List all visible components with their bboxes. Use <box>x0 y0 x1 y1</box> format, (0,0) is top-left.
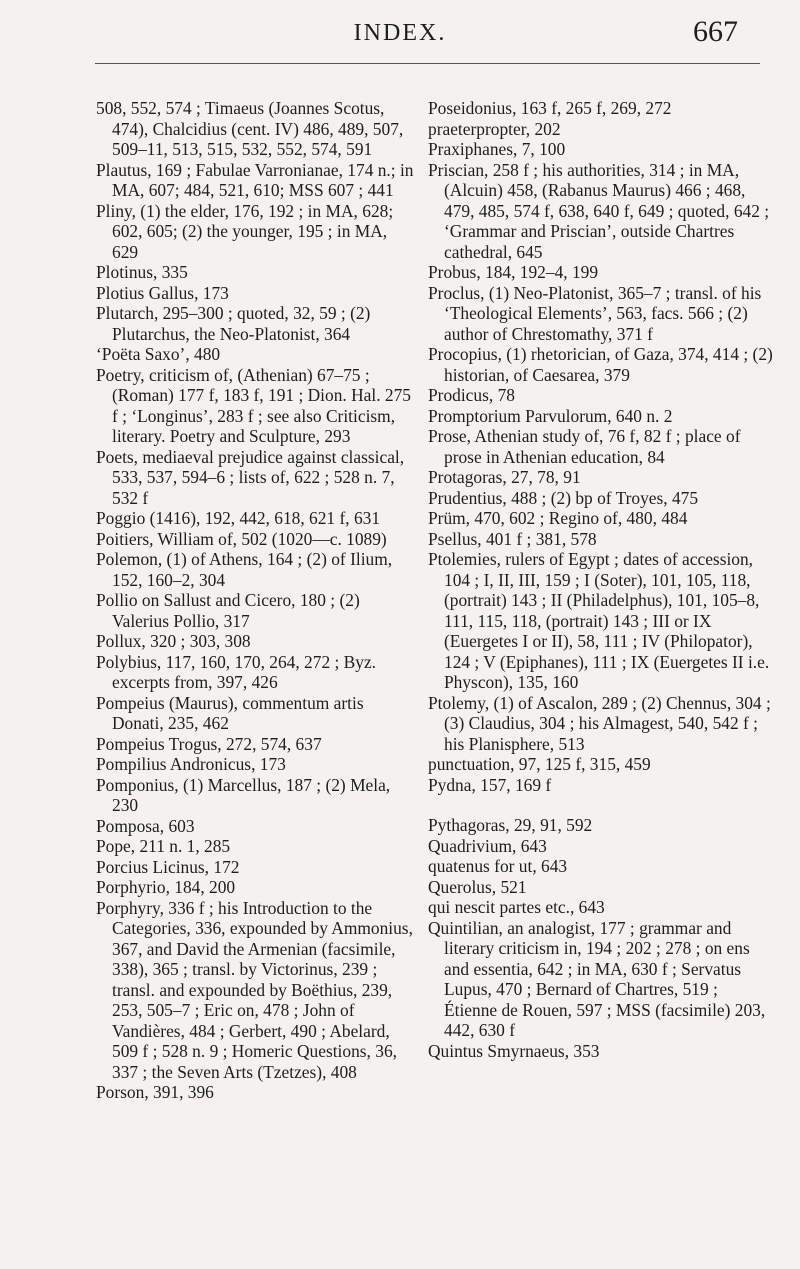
index-entry: Procopius, (1) rhetorician, of Gaza, 374, 414 ; (2) historian, of Caesarea, 379 <box>428 344 773 385</box>
page-number: 667 <box>693 15 738 48</box>
index-entry: Pompeius Trogus, 272, 574, 637 <box>96 733 322 754</box>
index-entry: praeterpropter, 202 <box>428 118 561 139</box>
index-entry: qui nescit partes etc., 643 <box>428 897 605 917</box>
index-entry: Ptolemy, (1) of Ascalon, 289 ; (2) Chennus, 304 ; (3) Claudius, 304 ; his Almagest, 540, 542 f ; his Planisphere, 513 <box>428 692 771 754</box>
index-entry: Poseidonius, 163 f, 265 f, 269, 272 <box>428 98 672 118</box>
index-entry: Quadrivium, 643 <box>428 835 547 856</box>
index-entry: Plotius Gallus, 173 <box>96 282 229 303</box>
index-entry: Psellus, 401 f ; 381, 578 <box>428 528 597 549</box>
index-entry: Prodicus, 78 <box>428 385 515 405</box>
index-entry: Querolus, 521 <box>428 876 527 897</box>
index-entry: Pliny, (1) the elder, 176, 192 ; in MA, 628; 602, 605; (2) the younger, 195 ; in MA, 629 <box>96 200 394 262</box>
index-entry: Porcius Licinus, 172 <box>96 856 240 877</box>
index-entry: Plotinus, 335 <box>96 262 188 282</box>
index-entry: Priscian, 258 f ; his authorities, 314 ; in MA, (Alcuin) 458, (Rabanus Maurus) 466 ; 468, 479, 485, 574 f, 638, 640 f, 649 ; quoted, 642 ; ‘Grammar and Priscian’, outside Chartres cathedral, 645 <box>428 159 770 262</box>
index-entry: Promptorium Parvulorum, 640 n. 2 <box>428 405 673 426</box>
running-title: INDEX. <box>353 20 447 46</box>
header-rule <box>95 63 760 64</box>
index-entry: Pope, 211 n. 1, 285 <box>96 836 231 856</box>
index-entry: Protagoras, 27, 78, 91 <box>428 467 581 487</box>
index-entry: Poggio (1416), 192, 442, 618, 621 f, 631 <box>96 508 381 528</box>
index-entry: Prose, Athenian study of, 76 f, 82 f ; place of prose in Athenian education, 84 <box>428 426 741 467</box>
index-entry: Pollio on Sallust and Cicero, 180 ; (2) Valerius Pollio, 317 <box>96 590 360 631</box>
index-entry: punctuation, 97, 125 f, 315, 459 <box>428 754 651 774</box>
index-entry: Porphyry, 336 f ; his Introduction to the Categories, 336, expounded by Ammonius, 367, and David the Armenian (facsimile, 338), 365 ; transl. by Victorinus, 239 ; transl. and expounded by Boëthius, 239, 253, 505–7 ; Eric on, 478 ; John of Vandières, 484 ; Gerbert, 490 ; Abelard, 509 f ; 528 n. 9 ; Homeric Questions, 36, 337 ; the Seven Arts (Tzetzes), 408 <box>96 897 413 1082</box>
index-entry: Plautus, 169 ; Fabulae Varronianae, 174 n.; in MA, 607; 484, 521, 610; MSS 607 ; 441 <box>96 159 414 200</box>
index-entry: Probus, 184, 192–4, 199 <box>428 262 599 282</box>
left-column <box>96 98 416 1103</box>
index-entry: Poetry, criticism of, (Athenian) 67–75 ; (Roman) 177 f, 183 f, 191 ; Dion. Hal. 275 f ; ‘Longinus’, 283 f ; see also Criticism, literary. Poetry and Sculpture, 293 <box>96 364 411 446</box>
index-entry: Pythagoras, 29, 91, 592 <box>428 815 593 835</box>
index-entry: Pollux, 320 ; 303, 308 <box>96 631 251 651</box>
index-entry: Pompilius Andronicus, 173 <box>96 754 286 774</box>
index-entry: Pomponius, (1) Marcellus, 187 ; (2) Mela, 230 <box>96 774 391 815</box>
index-entry: Polybius, 117, 160, 170, 264, 272 ; Byz. excerpts from, 397, 426 <box>96 651 377 692</box>
index-entry: Ptolemies, rulers of Egypt ; dates of accession, 104 ; I, II, III, 159 ; I (Soter), 101, 105, 118, (portrait) 143 ; II (Philadelphus), 101, 105–8, 111, 115, 118, (portrait) 143 ; III or IX (Euergetes I or II), 58, 111 ; IV (Philopator), 124 ; V (Epiphanes), 111 ; IX (Euergetes II i.e. Physcon), 135, 160 <box>428 549 770 692</box>
index-entry: 508, 552, 574 ; Timaeus (Joannes Scotus, 474), Chalcidius (cent. IV) 486, 489, 507, 509–11, 513, 515, 532, 552, 574, 591 <box>96 98 404 159</box>
index-entry: Praxiphanes, 7, 100 <box>428 139 566 159</box>
index-entry: Pydna, 157, 169 f <box>428 774 552 795</box>
index-entry: Pompeius (Maurus), commentum artis Donati, 235, 462 <box>96 692 364 733</box>
index-entry: Porson, 391, 396 <box>96 1082 214 1102</box>
index-entry: Poitiers, William of, 502 (1020—c. 1089) <box>96 528 387 549</box>
right-column <box>428 98 773 1061</box>
index-entry: ‘Poëta Saxo’, 480 <box>96 344 221 364</box>
index-entry: Prudentius, 488 ; (2) bp of Troyes, 475 <box>428 487 699 508</box>
index-entry: Proclus, (1) Neo-Platonist, 365–7 ; transl. of his ‘Theological Elements’, 563, facs. 566 ; (2) author of Chrestomathy, 371 f <box>428 282 762 344</box>
index-entry: Prüm, 470, 602 ; Regino of, 480, 484 <box>428 508 688 528</box>
index-entry: Plutarch, 295–300 ; quoted, 32, 59 ; (2) Plutarchus, the Neo-Platonist, 364 <box>96 303 371 344</box>
index-entry: Pomposa, 603 <box>96 815 195 836</box>
index-entry: quatenus for ut, 643 <box>428 856 568 876</box>
index-entry: Quintilian, an analogist, 177 ; grammar and literary criticism in, 194 ; 202 ; 278 ; on ens and essentia, 642 ; in MA, 630 f ; Servatus Lupus, 470 ; Bernard of Chartres, 519 ; Étienne de Rouen, 597 ; MSS (facsimile) 203, 442, 630 f <box>428 917 766 1040</box>
index-entry: Polemon, (1) of Athens, 164 ; (2) of Ilium, 152, 160–2, 304 <box>96 549 393 590</box>
page-header <box>40 0 760 62</box>
index-entry: Porphyrio, 184, 200 <box>96 877 236 897</box>
index-entry: Poets, mediaeval prejudice against classical, 533, 537, 594–6 ; lists of, 622 ; 528 n. 7, 532 f <box>96 446 405 508</box>
index-entry: Quintus Smyrnaeus, 353 <box>428 1040 600 1061</box>
